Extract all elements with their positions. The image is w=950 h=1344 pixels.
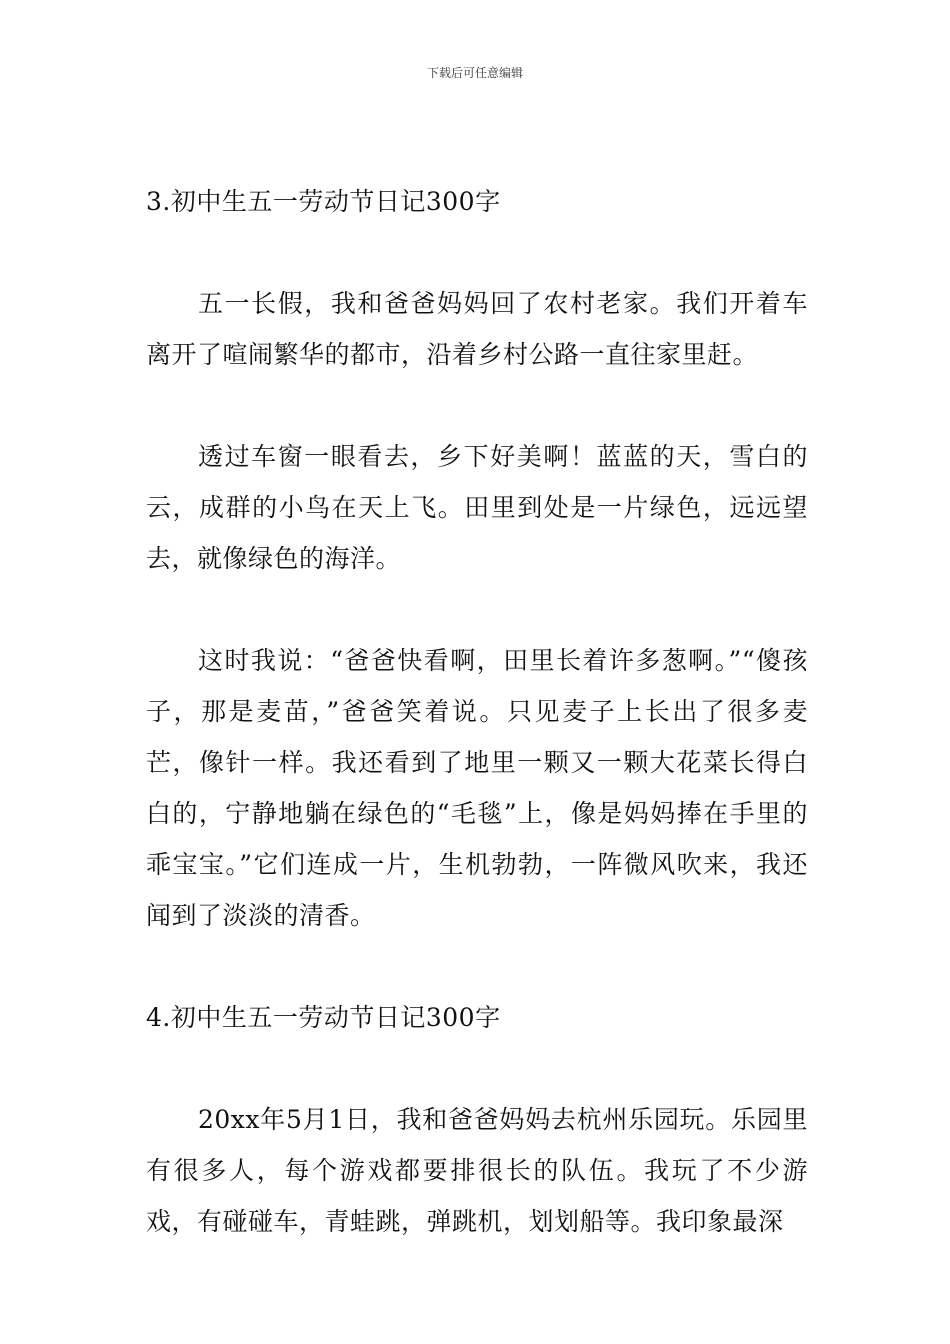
paragraph: 20xx年5月1日，我和爸爸妈妈去杭州乐园玩。乐园里有很多人，每个游戏都要排很长的队伍。我玩了不少游戏，有碰碰车，青蛙跳，弹跳机，划划船等。我印象最深 [146, 1105, 808, 1236]
diary-section-3 [146, 176, 808, 941]
diary-section-4 [146, 992, 808, 1247]
paragraph: 这时我说：“爸爸快看啊，田里长着许多葱啊。”“傻孩子，那是麦苗，”爸爸笑着说。只见麦子上长出了很多麦芒，像针一样。我还看到了地里一颗又一颗大花菜长得白白的，宁静地躺在绿色的“毛毯”上，像是妈妈捧在手里的乖宝宝。”它们连成一片，生机勃勃，一阵微风吹来，我还闻到了淡淡的清香。 [146, 646, 808, 930]
section-heading: 4.初中生五一劳动节日记300字 [146, 1003, 501, 1032]
paragraph: 五一长假，我和爸爸妈妈回了农村老家。我们开着车离开了喧闹繁华的都市，沿着乡村公路一直往家里赶。 [146, 289, 808, 369]
paragraph: 透过车窗一眼看去，乡下好美啊！蓝蓝的天，雪白的云，成群的小鸟在天上飞。田里到处是一片绿色，远远望去，就像绿色的海洋。 [146, 442, 808, 573]
page-header-note: 下载后可任意编辑 [426, 66, 523, 80]
section-heading: 3.初中生五一劳动节日记300字 [146, 187, 501, 216]
document-body [146, 176, 808, 1247]
